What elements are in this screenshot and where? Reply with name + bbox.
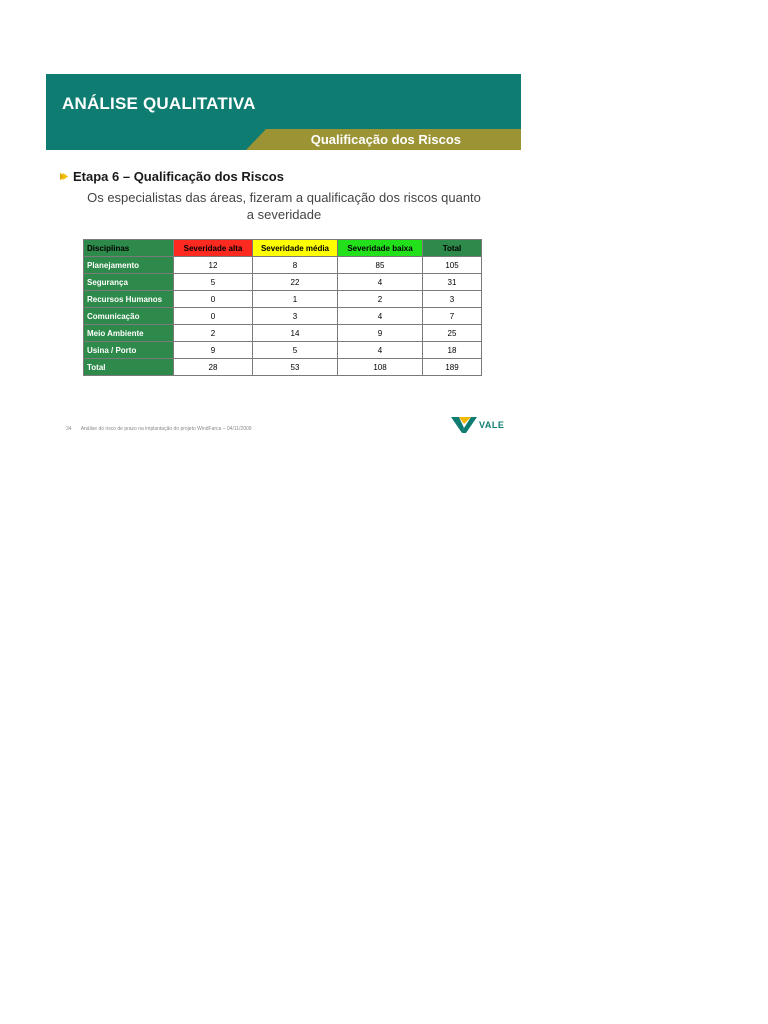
row-label: Total (84, 359, 174, 376)
row-label: Recursos Humanos (84, 291, 174, 308)
header-baixa: Severidade baixa (338, 240, 423, 257)
cell: 108 (338, 359, 423, 376)
row-label: Segurança (84, 274, 174, 291)
footer-text: Análise do risco de prazo na implantação do projeto WindFarca – 04/11/2009 (80, 426, 252, 432)
row-label: Planejamento (84, 257, 174, 274)
header-alta: Severidade alta (174, 240, 253, 257)
cell: 105 (423, 257, 482, 274)
cell: 25 (423, 325, 482, 342)
row-label: Meio Ambiente (84, 325, 174, 342)
table-row (84, 291, 482, 308)
cell: 4 (338, 342, 423, 359)
cell: 18 (423, 342, 482, 359)
cell: 2 (174, 325, 253, 342)
step-heading (60, 169, 284, 184)
cell: 5 (253, 342, 338, 359)
step-title: Etapa 6 – Qualificação dos Riscos (73, 169, 284, 184)
table-row (84, 308, 482, 325)
cell: 7 (423, 308, 482, 325)
cell: 14 (253, 325, 338, 342)
cell: 3 (253, 308, 338, 325)
cell: 0 (174, 291, 253, 308)
page-number: 34 (66, 426, 72, 432)
row-label: Comunicação (84, 308, 174, 325)
table-header-row (84, 240, 482, 257)
bullet-arrow-icon (60, 172, 69, 181)
table-row (84, 325, 482, 342)
cell: 9 (174, 342, 253, 359)
slide (46, 74, 521, 444)
vale-logo-icon (451, 415, 477, 435)
risk-table (83, 239, 482, 376)
slide-subtitle: Qualificação dos Riscos (310, 132, 461, 147)
header-band (46, 74, 521, 129)
cell: 53 (253, 359, 338, 376)
header-disciplinas: Disciplinas (84, 240, 174, 257)
cell: 85 (338, 257, 423, 274)
cell: 0 (174, 308, 253, 325)
cell: 4 (338, 308, 423, 325)
description: Os especialistas das áreas, fizeram a qualificação dos riscos quanto a severidade (87, 190, 481, 222)
header-total: Total (423, 240, 482, 257)
cell: 189 (423, 359, 482, 376)
cell: 31 (423, 274, 482, 291)
cell: 2 (338, 291, 423, 308)
footer (66, 426, 252, 432)
subtitle-bar (46, 129, 521, 150)
table-row (84, 342, 482, 359)
vale-logo (451, 415, 504, 435)
cell: 3 (423, 291, 482, 308)
cell: 12 (174, 257, 253, 274)
logo-text: VALE (479, 420, 505, 430)
header-media: Severidade média (253, 240, 338, 257)
slide-title: ANÁLISE QUALITATIVA (62, 94, 256, 113)
cell: 4 (338, 274, 423, 291)
cell: 1 (253, 291, 338, 308)
cell: 9 (338, 325, 423, 342)
row-label: Usina / Porto (84, 342, 174, 359)
cell: 8 (253, 257, 338, 274)
cell: 5 (174, 274, 253, 291)
table-total-row (84, 359, 482, 376)
table-row (84, 274, 482, 291)
table-row (84, 257, 482, 274)
cell: 22 (253, 274, 338, 291)
cell: 28 (174, 359, 253, 376)
